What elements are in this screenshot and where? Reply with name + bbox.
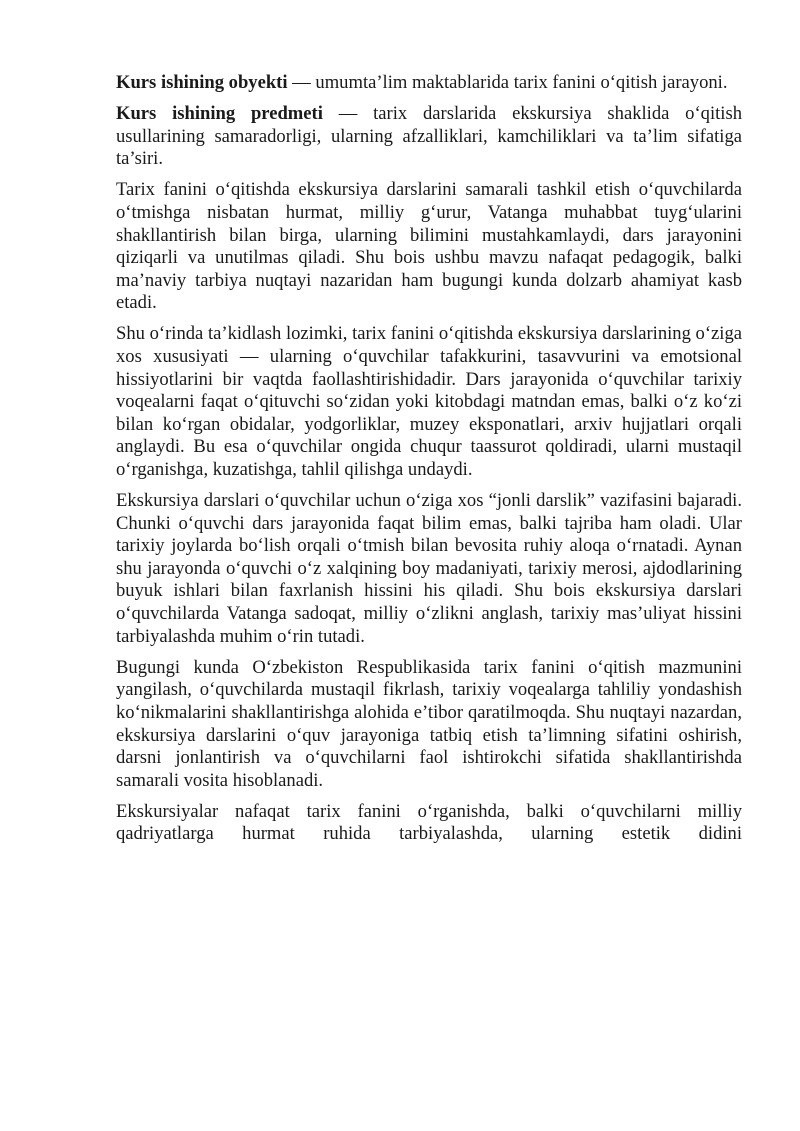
paragraph: Tarix fanini o‘qitishda ekskursiya darslarini samarali tashkil etish o‘quvchilarda o‘tmishga nisbatan hurmat, milliy g‘urur, Vatanga muhabbat tuyg‘ularini shakllantirish bilan birga, ularning bilimini mustahkamlaydi, dars jarayonini qiziqarli va unutilmas qiladi. Shu bois ushbu mavzu nafaqat pedagogik, balki ma’naviy tarbiya nuqtayi nazaridan ham bugungi kunda dolzarb ahamiyat kasb etadi. xyxy=(116,179,742,314)
paragraph-text: — umumta’lim maktablarida tarix fanini o‘qitish jarayoni. xyxy=(287,72,728,93)
paragraph: Ekskursiyalar nafaqat tarix fanini o‘rganishda, balki o‘quvchilarni milliy qadriyatlarga hurmat ruhida tarbiyalashda, ularning estetik didini xyxy=(116,800,742,845)
paragraph-text: — tarix darslarida ekskursiya shaklida o‘qitish usullarining samaradorligi, ularning afzalliklari, kamchiliklari va ta’lim sifatiga ta’siri. xyxy=(116,103,742,170)
paragraph-lead: Kurs ishining predmeti xyxy=(116,103,323,125)
paragraph-subject xyxy=(116,103,742,171)
paragraph-object xyxy=(116,72,742,95)
paragraph-lead: Kurs ishining obyekti xyxy=(116,72,288,93)
document-body xyxy=(116,72,742,855)
paragraph: Ekskursiya darslari o‘quvchilar uchun o‘ziga xos “jonli darslik” vazifasini bajaradi. Chunki o‘quvchi dars jarayonida faqat bilim emas, balki tajriba ham oladi. Ular tarixiy joylarda bo‘lish orqali o‘tmish bilan bevosita ruhiy aloqa o‘rnatadi. Aynan shu jarayonda o‘quvchi o‘z xalqining boy madaniyati, tarixiy merosi, ajdodlarining buyuk ishlari bilan faxrlanish hissini his qiladi. Shu bois ekskursiya darslari o‘quvchilarda Vatanga sadoqat, milliy o‘zlikni anglash, tarixiy mas’uliyat hissini tarbiyalashda muhim o‘rin tutadi. xyxy=(116,490,742,647)
paragraph: Bugungi kunda O‘zbekiston Respublikasida tarix fanini o‘qitish mazmunini yangilash, o‘quvchilarda mustaqil fikrlash, tarixiy voqealarga tahliliy yondashish ko‘nikmalarini shakllantirishga alohida e’tibor qaratilmoqda. Shu nuqtayi nazardan, ekskursiya darslarini o‘quv jarayoniga tatbiq etish ta’limning sifatini oshirish, darsni jonlantirish va o‘quvchilarni faol ishtirokchi sifatida shakllantirishda samarali vosita hisoblanadi. xyxy=(116,656,742,791)
paragraph: Shu o‘rinda ta’kidlash lozimki, tarix fanini o‘qitishda ekskursiya darslarining o‘ziga xos xususiyati — ularning o‘quvchilar tafakkurini, tasavvurini va emotsional hissiyotlarini bir vaqtda faollashtirishidadir. Dars jarayonida o‘quvchilar tarixiy voqealarni faqat o‘qituvchi so‘zidan yoki kitobdagi matndan emas, balki o‘z ko‘zi bilan ko‘rgan obidalar, yodgorliklar, muzey eksponatlari, arxiv hujjatlari orqali anglaydi. Bu esa o‘quvchilar ongida chuqur taassurot qoldiradi, ularni mustaqil o‘rganishga, kuzatishga, tahlil qilishga undaydi. xyxy=(116,323,742,480)
